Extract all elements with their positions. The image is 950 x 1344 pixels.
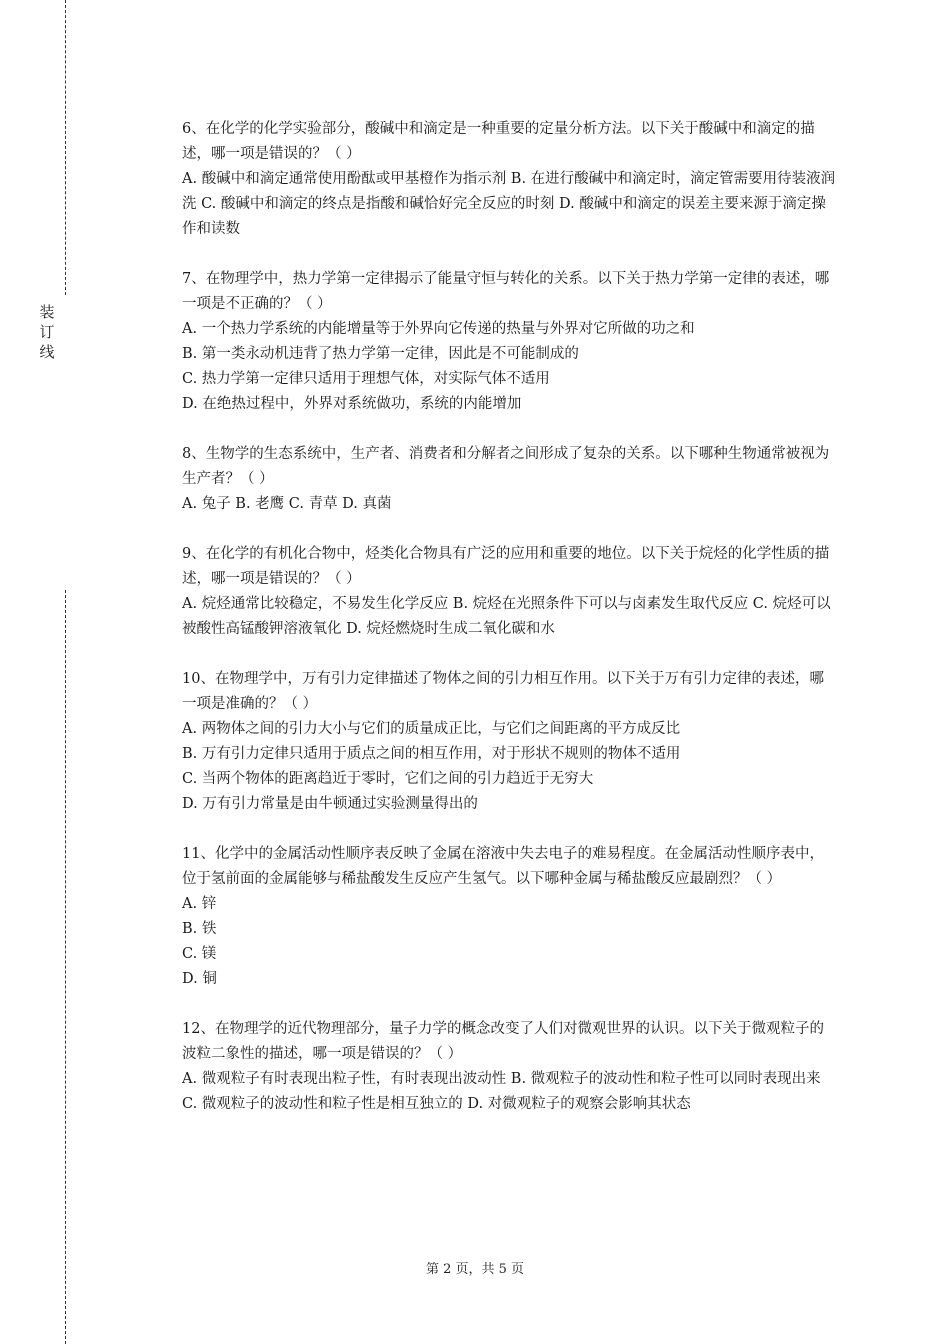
binding-char: 装 (39, 303, 55, 321)
option-b: B. 万有引力定律只适用于质点之间的相互作用，对于形状不规则的物体不适用 (182, 746, 681, 762)
question-options: A. 微观粒子有时表现出粒子性，有时表现出波动性 B. 微观粒子的波动性和粒子性可以同时表现出来 C. 微观粒子的波动性和粒子性是相互独立的 D. 对微观粒子的观察会影响其状态 (182, 1071, 821, 1112)
option-d: D. 在绝热过程中，外界对系统做功，系统的内能增加 (182, 396, 522, 412)
option-c: C. 热力学第一定律只适用于理想气体，对实际气体不适用 (182, 371, 550, 387)
page-footer (0, 1258, 950, 1277)
binding-char: 订 (39, 323, 55, 341)
question-11 (182, 842, 838, 992)
option-d: D. 万有引力常量是由牛顿通过实验测量得出的 (182, 796, 478, 812)
question-stem: 7、在物理学中，热力学第一定律揭示了能量守恒与转化的关系。以下关于热力学第一定律的表述，哪一项是不正确的？（ ） (182, 271, 830, 312)
question-stem: 10、在物理学中，万有引力定律描述了物体之间的引力相互作用。以下关于万有引力定律的表述，哪一项是准确的？（ ） (182, 671, 824, 712)
question-stem: 11、化学中的金属活动性顺序表反映了金属在溶液中失去电子的难易程度。在金属活动性顺序表中，位于氢前面的金属能够与稀盐酸发生反应产生氢气。以下哪种金属与稀盐酸反应最剧烈？（ ） (182, 846, 824, 887)
option-c: C. 镁 (182, 946, 217, 962)
question-options: A. 兔子 B. 老鹰 C. 青草 D. 真菌 (182, 496, 392, 512)
question-options: A. 酸碱中和滴定通常使用酚酞或甲基橙作为指示剂 B. 在进行酸碱中和滴定时，滴定管需要用待装液润洗 C. 酸碱中和滴定的终点是指酸和碱恰好完全反应的时刻 D. 酸碱中和滴定的误差主要来源于滴定操作和读数 (182, 171, 836, 237)
question-9 (182, 542, 838, 642)
binding-line-top (65, 0, 66, 295)
option-a: A. 锌 (182, 896, 217, 912)
binding-line-bottom (65, 590, 66, 1344)
binding-char: 线 (39, 343, 55, 361)
question-12 (182, 1017, 838, 1117)
option-a: A. 两物体之间的引力大小与它们的质量成正比，与它们之间距离的平方成反比 (182, 721, 681, 737)
question-7 (182, 267, 838, 417)
question-stem: 12、在物理学的近代物理部分，量子力学的概念改变了人们对微观世界的认识。以下关于微观粒子的波粒二象性的描述，哪一项是错误的？（ ） (182, 1021, 824, 1062)
question-stem: 9、在化学的有机化合物中，烃类化合物具有广泛的应用和重要的地位。以下关于烷烃的化学性质的描述，哪一项是错误的？（ ） (182, 546, 830, 587)
option-a: A. 一个热力学系统的内能增量等于外界向它传递的热量与外界对它所做的功之和 (182, 321, 695, 337)
question-6 (182, 117, 838, 242)
question-stem: 6、在化学的化学实验部分，酸碱中和滴定是一种重要的定量分析方法。以下关于酸碱中和滴定的描述，哪一项是错误的？（ ） (182, 121, 815, 162)
question-stem: 8、生物学的生态系统中，生产者、消费者和分解者之间形成了复杂的关系。以下哪种生物通常被视为生产者？（ ） (182, 446, 830, 487)
option-d: D. 铜 (182, 971, 217, 987)
question-10 (182, 667, 838, 817)
option-b: B. 第一类永动机违背了热力学第一定律，因此是不可能制成的 (182, 346, 579, 362)
option-c: C. 当两个物体的距离趋近于零时，它们之间的引力趋近于无穷大 (182, 771, 594, 787)
question-8 (182, 442, 838, 517)
question-options: A. 烷烃通常比较稳定，不易发生化学反应 B. 烷烃在光照条件下可以与卤素发生取代反应 C. 烷烃可以被酸性高锰酸钾溶液氧化 D. 烷烃燃烧时生成二氧化碳和水 (182, 596, 831, 637)
question-list (182, 117, 838, 1142)
page-number: 第 2 页，共 5 页 (425, 1262, 525, 1277)
binding-label (37, 302, 57, 362)
option-b: B. 铁 (182, 921, 217, 937)
